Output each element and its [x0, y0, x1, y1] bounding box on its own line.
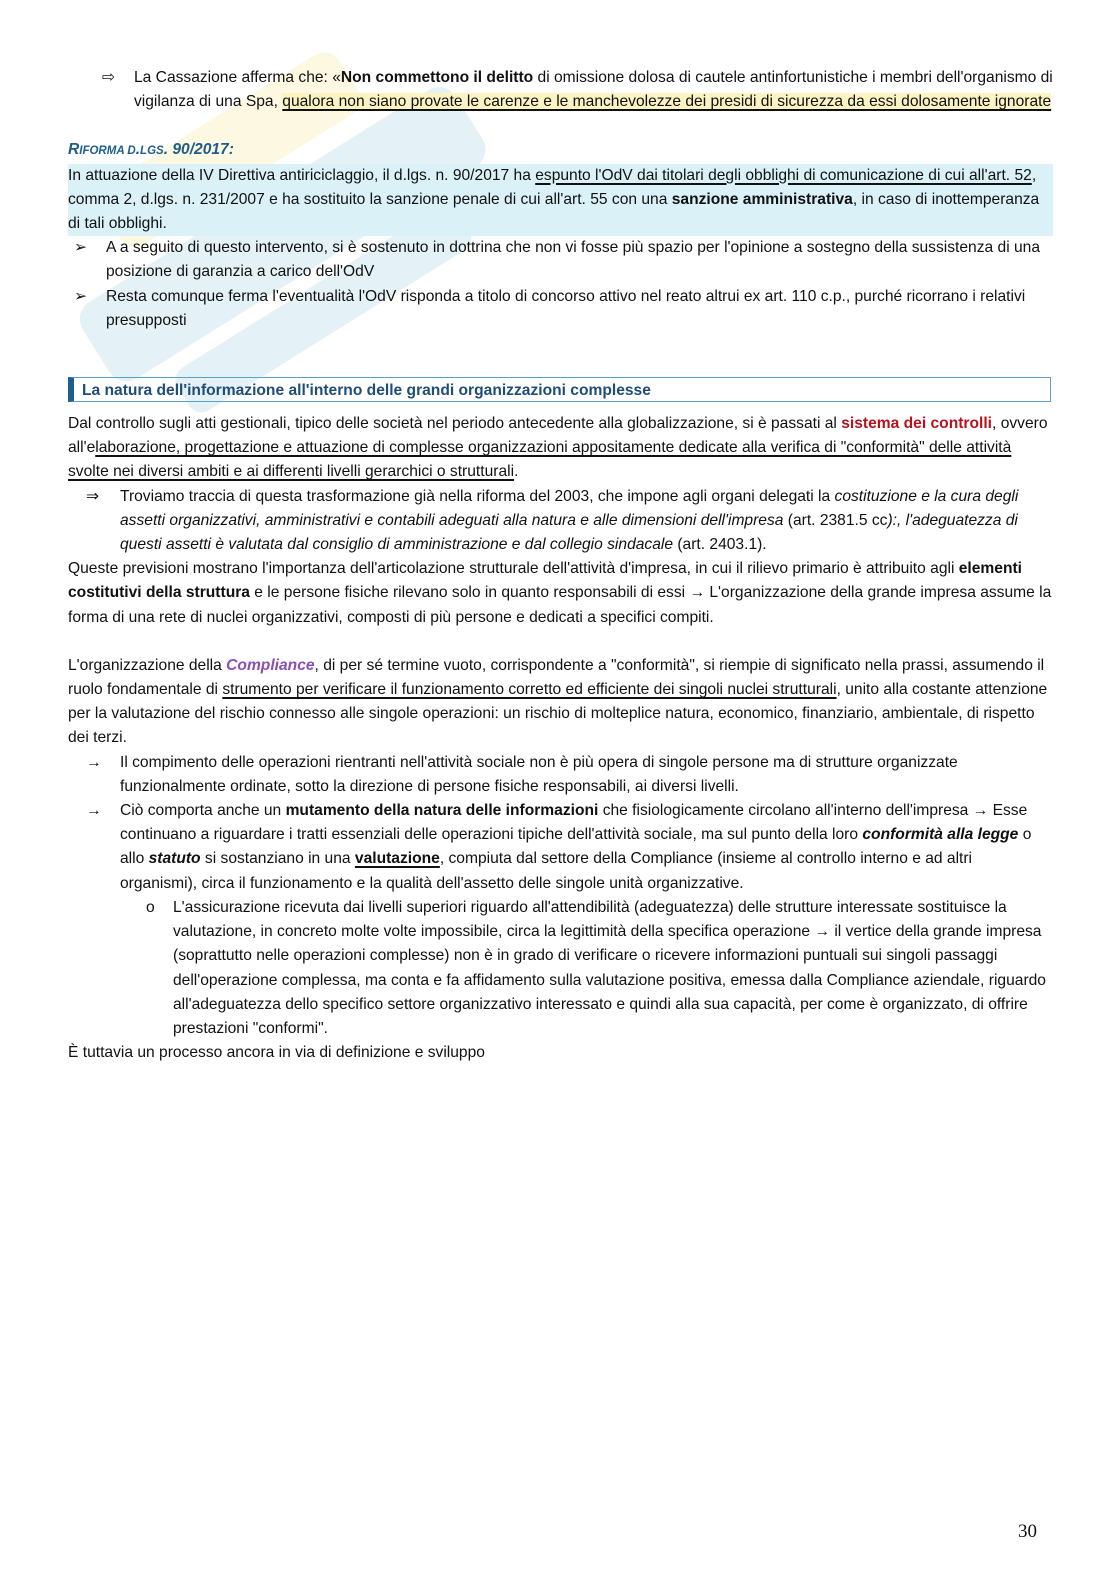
bold-italic-text: statuto: [148, 850, 201, 868]
underlined-text: strumento per verificare il funzionamento corretto ed efficiente dei singoli nuclei strutturali: [222, 681, 837, 699]
double-arrow-icon: ⇒: [86, 487, 100, 505]
arrowhead-bullet-icon: ➢: [74, 239, 88, 257]
text: La Cassazione afferma che: «: [134, 69, 341, 86]
bold-text: mutamento della natura delle informazioni: [285, 802, 599, 820]
document-page: [68, 66, 1053, 1065]
compliance-sub-bullet: o L'assicurazione ricevuta dai livelli superiori riguardo all'attendibilità (adeguatezza) delle strutture interessate sostituisce la valutazione, in concreto molte volte impossibile, circa la legittimità della specifica operazione → il vertice della grande impresa (soprattutto nelle operazioni complesse) non è in grado di verificare o ricevere informazioni puntuali sui singoli passaggi dell'operazione complessa, ma conta e fa affidamento sulla valutazione positiva, emessa dalla Compliance aziendale, riguardo all'adeguatezza dello specifico settore organizzativo interessato e quindi alla sua capacità, per come è organizzato, di offrire prestazioni "conformi".: [68, 896, 1053, 1041]
underlined-text: espunto l'OdV dai titolari degli obblighi di comunicazione di cui all'art. 52: [535, 166, 1032, 184]
italic-text: costituzione e la cura degli assetti organizzativi, amministrativi e contabili adeguati alla natura e alle dimensioni dell'impresa: [120, 487, 1019, 529]
paragraph-articolazione: Queste previsioni mostrano l'importanza dell'articolazione strutturale dell'attività d'impresa, in cui il rilievo primario è attribuito agli elementi costitutivi della struttura e le persone fisiche rilevano solo in quanto responsabili di essi → L'organizzazione della grande impresa assume la forma di una rete di nuclei organizzativi, composti di più persone e dedicati a specifici compiti.: [68, 560, 1052, 626]
thin-arrow-icon: →: [86, 753, 102, 771]
thin-arrow-icon: →: [86, 802, 102, 820]
paragraph-controlli: Dal controllo sugli atti gestionali, tipico delle società nel periodo antecedente alla globalizzazione, si è passati al sistema dei controlli, ovvero all'elaborazione, progettazione e attuazione di complesse organizzazioni appositamente dedicate alla verifica di "conformità" delle attività svolte nei diversi ambiti e ai differenti livelli gerarchici o strutturali.: [68, 415, 1048, 481]
bold-italic-text: conformità alla legge: [862, 826, 1019, 844]
cassazione-bullet: [68, 66, 1053, 114]
italic-text: ):, l'adeguatezza di questi assetti è valutata dal consiglio di amministrazione e dal collegio sindacale: [120, 511, 1018, 554]
bold-text: Non commettono il delitto: [340, 69, 534, 86]
bold-text: elementi costitutivi della struttura: [68, 560, 1023, 602]
underlined-text: qualora non siano provate le carenze e le manchevolezze dei presidi di sicurezza da essi dolosamente ignorate: [282, 93, 1052, 111]
riforma-heading: RIFORMA D.LGS. 90/2017:: [68, 141, 234, 159]
closing-line: È tuttavia un processo ancora in via di definizione e sviluppo: [68, 1044, 485, 1062]
page-number: 30: [1018, 1521, 1037, 1542]
riforma-bullet-1: ➢ A a seguito di questo intervento, si è sostenuto in dottrina che non vi fosse più spazio per l'opinione a sostegno della sussistenza di una posizione di garanzia a carico dell'OdV: [68, 236, 1053, 284]
underlined-text: laborazione, progettazione e attuazione di complesse organizzazioni appositamente dedicate alla verifica di "conformità" delle attività svolte nei diversi ambiti e ai differenti livelli gerarchici o strutturali: [68, 439, 1012, 481]
paragraph-compliance: L'organizzazione della Compliance, di per sé termine vuoto, corrispondente a "conformità", si riempie di significato nella prassi, assumendo il ruolo fondamentale di strumento per verificare il funzionamento corretto ed efficiente dei singoli nuclei strutturali, unito alla costante attenzione per la valutazione del rischio connesso alle singole operazioni: un rischio di molteplice natura, economico, finanziario, ambientale, di rispetto dei terzi.: [68, 656, 1048, 747]
compliance-bullet-1: → Il compimento delle operazioni rientranti nell'attività sociale non è più opera di singole persone ma di strutture organizzate funzionalmente ordinate, sotto la direzione di persone fisiche responsabili, ai diversi livelli.: [68, 751, 1053, 799]
bold-underlined-text: valutazione: [354, 850, 440, 868]
bold-text: sanzione amministrativa: [671, 190, 853, 208]
compliance-bullet-2: → Ciò comporta anche un mutamento della natura delle informazioni che fisiologicamente circolano all'interno dell'impresa → Esse continuano a riguardare i tratti essenziali delle operazioni tipiche dell'attività sociale, ma sul punto della loro conformità alla legge o allo statuto si sostanziano in una valutazione, compiuta dal settore della Compliance (insieme al controllo interno e ad altri organismi), circa il funzionamento e la qualità dell'assetto delle singole unità organizzative.: [68, 799, 1053, 896]
hollow-arrow-icon: ⇨: [102, 69, 116, 86]
section-title: La natura dell'informazione all'interno delle grandi organizzazioni complesse: [68, 377, 1051, 402]
red-bold-text: sistema dei controlli: [841, 415, 993, 433]
text: di omissione dolosa di cautele antinfortunistiche i membri dell'organismo di vigilanza di una Spa,: [134, 69, 1053, 111]
circle-bullet-icon: o: [146, 898, 155, 916]
riforma-2003-bullet: ⇒ Troviamo traccia di questa trasformazione già nella riforma del 2003, che impone agli organi delegati la costituzione e la cura degli assetti organizzativi, amministrativi e contabili adeguati alla natura e alle dimensioni dell'impresa (art. 2381.5 cc):, l'adeguatezza di questi assetti è valutata dal consiglio di amministrazione e dal collegio sindacale (art. 2403.1).: [68, 485, 1053, 558]
compliance-highlight: Compliance: [226, 656, 315, 674]
arrowhead-bullet-icon: ➢: [74, 287, 88, 305]
riforma-bullet-2: ➢ Resta comunque ferma l'eventualità l'OdV risponda a titolo di concorso attivo nel reato altrui ex art. 110 c.p., purché ricorrano i relativi presupposti: [68, 285, 1053, 333]
riforma-paragraph: In attuazione della IV Direttiva antiriciclaggio, il d.lgs. n. 90/2017 ha espunto l'OdV dai titolari degli obblighi di comunicazione di cui all'art. 52, comma 2, d.lgs. n. 231/2007 e ha sostituito la sanzione penale di cui all'art. 55 con una sanzione amministrativa, in caso di inottemperanza di tali obblighi.: [68, 164, 1053, 237]
